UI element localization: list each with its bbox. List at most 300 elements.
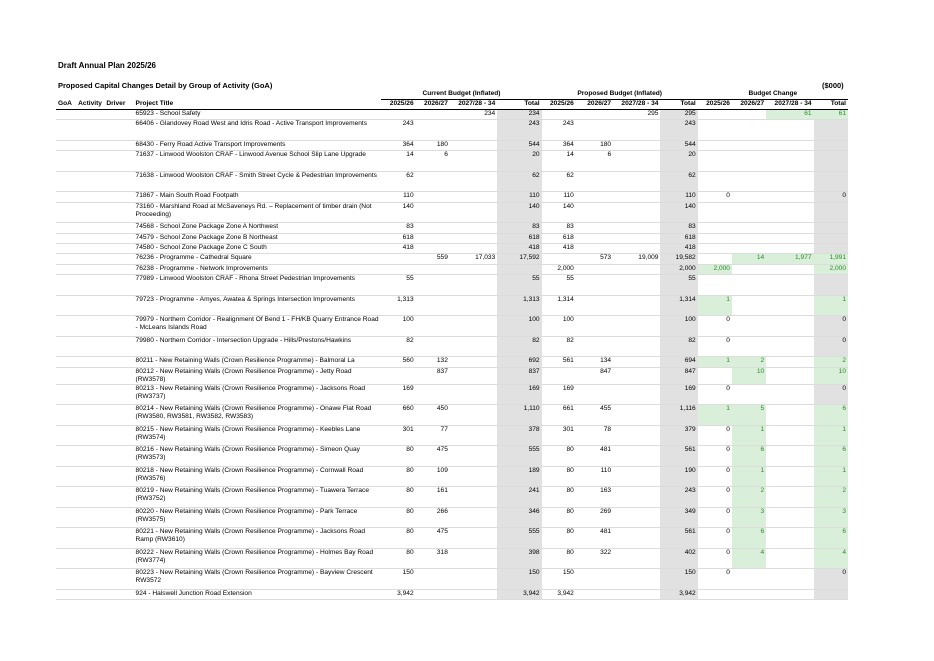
budget-change-cell: 10 [814, 367, 848, 384]
budget-change-cell: 0 [814, 316, 848, 337]
activity-cell [76, 171, 104, 192]
proposed-budget-cell: 661 [542, 405, 576, 426]
table-row [56, 243, 848, 253]
driver-cell [104, 140, 133, 150]
budget-change-cell: 0 [814, 336, 848, 357]
budget-change-cell [698, 171, 732, 192]
budget-change-cell [698, 120, 732, 141]
current-budget-cell [450, 243, 497, 253]
column-header: Activity [76, 100, 104, 110]
proposed-budget-cell: 14 [542, 151, 576, 172]
activity-cell [76, 487, 104, 508]
project-title-cell: 71638 - Linwood Woolston CRAF - Smith Street Cycle & Pedestrian Improvements [134, 171, 382, 192]
driver-cell [104, 569, 133, 590]
current-budget-cell [381, 264, 415, 274]
proposed-budget-cell: 100 [660, 316, 697, 337]
current-budget-cell: 55 [497, 275, 541, 296]
budget-change-cell [732, 384, 766, 405]
proposed-budget-cell [613, 171, 660, 192]
current-budget-cell: 234 [497, 110, 541, 120]
budget-change-cell [698, 151, 732, 172]
activity-cell [76, 140, 104, 150]
proposed-budget-cell: 6 [576, 151, 613, 172]
goa-cell [56, 405, 76, 426]
project-title-cell: 74568 - School Zone Package Zone A Northwest [134, 223, 382, 233]
budget-change-cell [698, 367, 732, 384]
current-budget-cell: 301 [381, 425, 415, 446]
proposed-budget-header: Proposed Budget (Inflated) [542, 90, 698, 100]
current-budget-cell: 17,033 [450, 254, 497, 264]
proposed-budget-cell [576, 569, 613, 590]
current-budget-cell: 418 [497, 243, 541, 253]
goa-cell [56, 171, 76, 192]
goa-cell [56, 233, 76, 243]
project-title-cell: 80222 - New Retaining Walls (Crown Resilience Programme) - Holmes Bay Road (RW3774) [134, 548, 382, 569]
proposed-budget-cell: 694 [660, 357, 697, 367]
proposed-budget-cell: 82 [542, 336, 576, 357]
proposed-budget-cell: 190 [660, 466, 697, 487]
column-header: Project Title [134, 100, 382, 110]
proposed-budget-cell: 847 [576, 367, 613, 384]
budget-change-cell [814, 233, 848, 243]
budget-change-cell: 0 [814, 192, 848, 202]
budget-change-cell: 1 [698, 295, 732, 316]
budget-change-cell [766, 275, 813, 296]
current-budget-cell: 110 [381, 192, 415, 202]
document-title: Draft Annual Plan 2025/26 [58, 61, 156, 70]
project-title-cell: 80218 - New Retaining Walls (Crown Resilience Programme) - Cornwall Road (RW3576) [134, 466, 382, 487]
current-budget-cell: 100 [497, 316, 541, 337]
table-row [56, 223, 848, 233]
current-budget-cell [450, 192, 497, 202]
budget-change-cell: 0 [698, 384, 732, 405]
current-budget-cell [450, 357, 497, 367]
proposed-budget-cell: 618 [660, 233, 697, 243]
budget-change-cell [732, 295, 766, 316]
driver-cell [104, 357, 133, 367]
budget-change-cell [732, 171, 766, 192]
table-row [56, 233, 848, 243]
current-budget-cell: 234 [450, 110, 497, 120]
current-budget-cell [416, 589, 450, 599]
project-title-cell: 71867 - Main South Road Footpath [134, 192, 382, 202]
goa-cell [56, 466, 76, 487]
driver-cell [104, 405, 133, 426]
proposed-budget-cell: 418 [660, 243, 697, 253]
current-budget-cell: 243 [381, 120, 415, 141]
driver-cell [104, 466, 133, 487]
current-budget-cell: 83 [497, 223, 541, 233]
driver-cell [104, 120, 133, 141]
budget-change-cell [766, 384, 813, 405]
budget-change-cell: 0 [698, 336, 732, 357]
proposed-budget-cell [576, 295, 613, 316]
current-budget-cell [450, 151, 497, 172]
budget-change-cell [732, 589, 766, 599]
current-budget-cell [450, 425, 497, 446]
current-budget-cell: 80 [381, 548, 415, 569]
current-budget-cell [416, 295, 450, 316]
column-header: Total [814, 100, 848, 110]
budget-change-cell [698, 275, 732, 296]
current-budget-cell [381, 367, 415, 384]
proposed-budget-cell: 169 [660, 384, 697, 405]
current-budget-cell [416, 233, 450, 243]
current-budget-cell [416, 569, 450, 590]
current-budget-cell: 618 [381, 233, 415, 243]
budget-change-cell [814, 223, 848, 233]
budget-change-cell: 2 [732, 487, 766, 508]
proposed-budget-cell: 80 [542, 466, 576, 487]
proposed-budget-cell [576, 316, 613, 337]
goa-cell [56, 120, 76, 141]
activity-cell [76, 589, 104, 599]
goa-cell [56, 367, 76, 384]
proposed-budget-cell: 134 [576, 357, 613, 367]
table-row [56, 336, 848, 357]
current-budget-cell: 82 [497, 336, 541, 357]
budget-change-cell: 0 [698, 425, 732, 446]
current-budget-cell [450, 336, 497, 357]
current-budget-cell [450, 275, 497, 296]
proposed-budget-cell: 110 [660, 192, 697, 202]
budget-change-cell [732, 140, 766, 150]
budget-change-cell [732, 569, 766, 590]
proposed-budget-cell: 55 [660, 275, 697, 296]
driver-cell [104, 233, 133, 243]
proposed-budget-cell: 83 [660, 223, 697, 233]
driver-cell [104, 316, 133, 337]
table-row [56, 357, 848, 367]
proposed-budget-cell [576, 233, 613, 243]
budget-change-cell [698, 233, 732, 243]
budget-change-cell [766, 589, 813, 599]
current-budget-cell [416, 110, 450, 120]
current-budget-cell: 318 [416, 548, 450, 569]
proposed-budget-cell [576, 243, 613, 253]
current-budget-cell: 77 [416, 425, 450, 446]
current-budget-cell [450, 589, 497, 599]
goa-cell [56, 151, 76, 172]
current-budget-cell: 100 [381, 316, 415, 337]
proposed-budget-cell: 402 [660, 548, 697, 569]
table-row [56, 367, 848, 384]
budget-change-cell: 0 [698, 316, 732, 337]
table-row [56, 487, 848, 508]
proposed-budget-cell: 243 [542, 120, 576, 141]
budget-change-cell [766, 264, 813, 274]
proposed-budget-cell: 78 [576, 425, 613, 446]
activity-cell [76, 446, 104, 467]
current-budget-cell: 1,110 [497, 405, 541, 426]
budget-change-cell: 1,977 [766, 254, 813, 264]
budget-change-header: Budget Change [698, 90, 848, 100]
proposed-budget-cell [576, 192, 613, 202]
proposed-budget-cell: 163 [576, 487, 613, 508]
current-budget-cell: 169 [381, 384, 415, 405]
project-title-cell: 76236 - Programme - Cathedral Square [134, 254, 382, 264]
budget-change-cell [766, 192, 813, 202]
current-budget-cell: 80 [381, 487, 415, 508]
goa-cell [56, 384, 76, 405]
budget-change-cell: 10 [732, 367, 766, 384]
project-title-cell: 80216 - New Retaining Walls (Crown Resilience Programme) - Simeon Quay (RW3573) [134, 446, 382, 467]
project-title-cell: 80219 - New Retaining Walls (Crown Resilience Programme) - Tuawera Terrace (RW3752) [134, 487, 382, 508]
proposed-budget-cell: 20 [660, 151, 697, 172]
proposed-budget-cell: 481 [576, 528, 613, 549]
table-row [56, 110, 848, 120]
table-row [56, 466, 848, 487]
goa-cell [56, 507, 76, 528]
current-budget-cell: 837 [497, 367, 541, 384]
goa-cell [56, 336, 76, 357]
activity-cell [76, 528, 104, 549]
proposed-budget-cell: 243 [660, 487, 697, 508]
budget-change-cell: 2 [814, 487, 848, 508]
proposed-budget-cell [576, 275, 613, 296]
current-budget-cell [381, 254, 415, 264]
budget-change-cell: 4 [732, 548, 766, 569]
current-budget-cell [450, 446, 497, 467]
proposed-budget-cell [576, 110, 613, 120]
current-budget-cell [450, 202, 497, 223]
budget-change-cell [698, 589, 732, 599]
current-budget-cell [450, 367, 497, 384]
activity-cell [76, 357, 104, 367]
budget-change-cell: 1 [814, 295, 848, 316]
current-budget-cell [416, 384, 450, 405]
activity-cell [76, 466, 104, 487]
project-title-cell: 80212 - New Retaining Walls (Crown Resilience Programme) - Jetty Road (RW3578) [134, 367, 382, 384]
budget-change-cell [814, 589, 848, 599]
budget-change-cell [766, 140, 813, 150]
table-row [56, 528, 848, 549]
current-budget-cell: 62 [381, 171, 415, 192]
current-budget-cell: 555 [497, 528, 541, 549]
budget-change-cell [766, 295, 813, 316]
current-budget-cell [416, 192, 450, 202]
current-budget-cell: 378 [497, 425, 541, 446]
proposed-budget-cell: 110 [576, 466, 613, 487]
proposed-budget-cell [613, 336, 660, 357]
current-budget-cell: 560 [381, 357, 415, 367]
current-budget-cell: 110 [497, 192, 541, 202]
driver-cell [104, 548, 133, 569]
proposed-budget-cell: 2,000 [660, 264, 697, 274]
goa-cell [56, 295, 76, 316]
goa-cell [56, 140, 76, 150]
proposed-budget-cell: 847 [660, 367, 697, 384]
current-budget-cell [497, 264, 541, 274]
current-budget-cell: 55 [381, 275, 415, 296]
current-budget-cell [450, 264, 497, 274]
current-budget-cell: 398 [497, 548, 541, 569]
proposed-budget-cell: 180 [576, 140, 613, 150]
proposed-budget-cell: 418 [542, 243, 576, 253]
column-header: 2025/26 [542, 100, 576, 110]
budget-change-cell [766, 528, 813, 549]
proposed-budget-cell [613, 151, 660, 172]
driver-cell [104, 243, 133, 253]
current-budget-cell: 364 [381, 140, 415, 150]
proposed-budget-cell [613, 367, 660, 384]
proposed-budget-cell [576, 223, 613, 233]
activity-cell [76, 233, 104, 243]
current-budget-cell: 132 [416, 357, 450, 367]
activity-cell [76, 202, 104, 223]
proposed-budget-cell: 80 [542, 528, 576, 549]
current-budget-cell: 3,942 [381, 589, 415, 599]
current-budget-cell: 169 [497, 384, 541, 405]
goa-cell [56, 487, 76, 508]
activity-cell [76, 384, 104, 405]
proposed-budget-cell: 618 [542, 233, 576, 243]
current-budget-cell: 17,592 [497, 254, 541, 264]
group-header-row [56, 90, 848, 100]
proposed-budget-cell: 455 [576, 405, 613, 426]
activity-cell [76, 405, 104, 426]
proposed-budget-cell: 295 [613, 110, 660, 120]
budget-change-cell [766, 223, 813, 233]
project-title-cell: 924 - Halswell Junction Road Extension [134, 589, 382, 599]
activity-cell [76, 367, 104, 384]
project-title-cell: 80214 - New Retaining Walls (Crown Resilience Programme) - Onawe Flat Road (RW3580, RW3581, RW3582, RW3583) [134, 405, 382, 426]
current-budget-cell [450, 548, 497, 569]
budget-change-cell: 4 [814, 548, 848, 569]
project-title-cell: 65923 - School Safety [134, 110, 382, 120]
proposed-budget-cell: 80 [542, 487, 576, 508]
proposed-budget-cell: 301 [542, 425, 576, 446]
proposed-budget-cell [613, 487, 660, 508]
proposed-budget-cell [613, 507, 660, 528]
proposed-budget-cell [613, 202, 660, 223]
current-budget-cell: 243 [497, 120, 541, 141]
current-budget-cell [416, 316, 450, 337]
proposed-budget-cell: 83 [542, 223, 576, 233]
proposed-budget-cell: 80 [542, 548, 576, 569]
goa-cell [56, 589, 76, 599]
current-budget-cell [416, 275, 450, 296]
table-row [56, 171, 848, 192]
current-budget-cell [450, 223, 497, 233]
proposed-budget-cell: 3,942 [660, 589, 697, 599]
column-header: 2027/28 - 34 [450, 100, 497, 110]
proposed-budget-cell: 140 [660, 202, 697, 223]
budget-change-cell [766, 466, 813, 487]
project-title-cell: 66406 - Glandovey Road West and Idris Road - Active Transport Improvements [134, 120, 382, 141]
budget-change-cell [732, 223, 766, 233]
current-budget-cell: 450 [416, 405, 450, 426]
driver-cell [104, 507, 133, 528]
budget-change-cell: 0 [814, 384, 848, 405]
current-budget-cell: 418 [381, 243, 415, 253]
budget-change-cell [814, 151, 848, 172]
column-header: 2026/27 [576, 100, 613, 110]
driver-cell [104, 202, 133, 223]
budget-change-cell: 14 [732, 254, 766, 264]
activity-cell [76, 192, 104, 202]
proposed-budget-cell: 80 [542, 446, 576, 467]
driver-cell [104, 151, 133, 172]
budget-change-cell: 0 [814, 569, 848, 590]
budget-change-cell [766, 243, 813, 253]
table-row [56, 254, 848, 264]
project-title-cell: 71637 - Linwood Woolston CRAF - Linwood Avenue School Slip Lane Upgrade [134, 151, 382, 172]
current-budget-cell [450, 487, 497, 508]
table-row [56, 192, 848, 202]
proposed-budget-cell: 295 [660, 110, 697, 120]
proposed-budget-cell [576, 589, 613, 599]
budget-change-cell [732, 264, 766, 274]
budget-change-cell: 0 [698, 487, 732, 508]
budget-change-cell [766, 171, 813, 192]
proposed-budget-cell: 561 [660, 446, 697, 467]
proposed-budget-cell [576, 171, 613, 192]
project-title-cell: 80223 - New Retaining Walls (Crown Resilience Programme) - Bayview Crescent RW3572 [134, 569, 382, 590]
budget-change-cell: 0 [698, 569, 732, 590]
proposed-budget-cell [542, 254, 576, 264]
activity-cell [76, 507, 104, 528]
current-budget-cell [450, 384, 497, 405]
driver-cell [104, 110, 133, 120]
table-row [56, 405, 848, 426]
proposed-budget-cell [613, 264, 660, 274]
budget-change-cell [766, 367, 813, 384]
project-title-cell: 76238 - Programme - Network Improvements [134, 264, 382, 274]
budget-change-cell: 1,991 [814, 254, 848, 264]
project-title-cell: 79723 - Programme - Amyes, Awatea & Springs Intersection Improvements [134, 295, 382, 316]
budget-change-cell: 1 [698, 405, 732, 426]
budget-change-cell [766, 316, 813, 337]
column-header: 2026/27 [416, 100, 450, 110]
current-budget-cell [450, 507, 497, 528]
proposed-budget-cell: 169 [542, 384, 576, 405]
current-budget-cell [450, 140, 497, 150]
activity-cell [76, 275, 104, 296]
current-budget-cell: 475 [416, 528, 450, 549]
budget-change-cell [766, 202, 813, 223]
current-budget-cell: 150 [497, 569, 541, 590]
budget-change-cell [732, 120, 766, 141]
driver-cell [104, 264, 133, 274]
column-header: 2027/28 - 34 [613, 100, 660, 110]
proposed-budget-cell: 150 [542, 569, 576, 590]
project-title-cell: 68430 - Ferry Road Active Transport Improvements [134, 140, 382, 150]
budget-change-cell: 2,000 [698, 264, 732, 274]
current-budget-cell: 346 [497, 507, 541, 528]
project-title-cell: 80221 - New Retaining Walls (Crown Resilience Programme) - Jacksons Road Ramp (RW3610) [134, 528, 382, 549]
current-budget-cell [416, 243, 450, 253]
budget-change-cell [732, 192, 766, 202]
current-budget-cell: 180 [416, 140, 450, 150]
budget-change-cell [732, 202, 766, 223]
table-row [56, 151, 848, 172]
budget-change-cell [698, 243, 732, 253]
proposed-budget-cell [613, 466, 660, 487]
current-budget-cell: 109 [416, 466, 450, 487]
current-budget-cell: 14 [381, 151, 415, 172]
current-budget-cell: 837 [416, 367, 450, 384]
current-budget-cell [450, 528, 497, 549]
column-header: 2025/26 [698, 100, 732, 110]
table-row [56, 548, 848, 569]
goa-cell [56, 569, 76, 590]
goa-cell [56, 192, 76, 202]
budget-change-cell [766, 120, 813, 141]
column-header: 2026/27 [732, 100, 766, 110]
budget-change-cell [814, 120, 848, 141]
driver-cell [104, 275, 133, 296]
